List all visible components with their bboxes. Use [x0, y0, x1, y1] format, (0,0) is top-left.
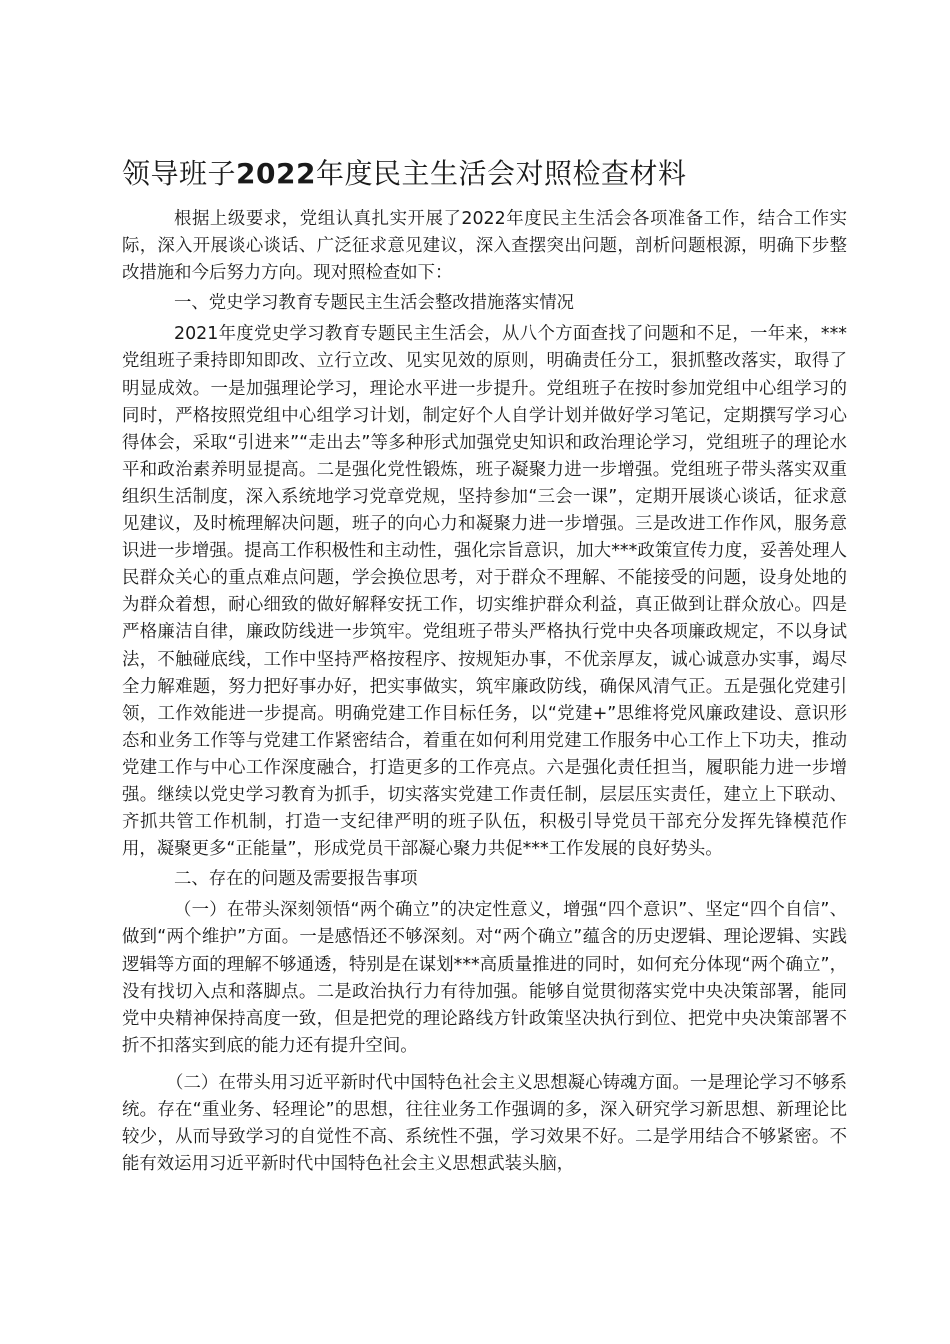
title-suffix: 年度民主生活会对照检查材料: [315, 157, 687, 190]
intro-paragraph: 根据上级要求，党组认真扎实开展了2022年度民主生活会各项准备工作，结合工作实际，深入开展谈心谈话、广泛征求意见建议，深入查摆突出问题，剖析问题根源，明确下步整改措施和今后努力方向。现对照检查如下：: [122, 209, 847, 284]
section1-heading: 一、党史学习教育专题民主生活会整改措施落实情况: [174, 293, 574, 314]
item1-paragraph: （一）在带头深刻领悟“两个确立”的决定性意义，增强“四个意识”、坚定“四个自信”、做到“两个维护”方面。一是感悟还不够深刻。对“两个确立”蕴含的历史逻辑、理论逻辑、实践逻辑等方面的理解不够通透，特别是在谋划***高质量推进的同时，如何充分体现“两个确立”，没有找切入点和落脚点。二是政治执行力有待加强。能够自觉贯彻落实党中央决策部署，能同党中央精神保持高度一致，但是把党的理论路线方针政策坚决执行到位、把党中央决策部署不折不扣落实到底的能力还有提升空间。: [122, 900, 847, 1056]
section1-paragraph: 2021年度党史学习教育专题民主生活会，从八个方面查找了问题和不足，一年来，***党组班子秉持即知即改、立行立改、见实见效的原则，明确责任分工，狠抓整改落实，取得了明显成效。一是加强理论学习，理论水平进一步提升。党组班子在按时参加党组中心组学习的同时，严格按照党组中心组学习计划，制定好个人自学计划并做好学习笔记，定期撰写学习心得体会，采取“引进来”“走出去”等多种形式加强党史知识和政治理论学习，党组班子的理论水平和政治素养明显提高。二是强化党性锻炼，班子凝聚力进一步增强。党组班子带头落实双重组织生活制度，深入系统地学习党章党规，坚持参加“三会一课”，定期开展谈心谈话，征求意见建议，及时梳理解决问题，班子的向心力和凝聚力进一步增强。三是改进工作作风，服务意识进一步增强。提高工作积极性和主动性，强化宗旨意识，加大***政策宣传力度，妥善处理人民群众关心的重点难点问题，学会换位思考，对于群众不理解、不能接受的问题，设身处地的为群众着想，耐心细致的做好解释安抚工作，切实维护群众利益，真正做到让群众放心。四是严格廉洁自律，廉政防线进一步筑牢。党组班子带头严格执行党中央各项廉政规定，不以身试法，不触碰底线，工作中坚持严格按程序、按规矩办事，不优亲厚友，诚心诚意办实事，竭尽全力解难题，努力把好事办好，把实事做实，筑牢廉政防线，确保风清气正。五是强化党建引领，工作效能进一步提高。明确党建工作目标任务，以“党建+”思维将党风廉政建设、意识形态和业务工作等与党建工作紧密结合，着重在如何利用党建工作服务中心工作上下功夫，推动党建工作与中心工作深度融合，打造更多的工作亮点。六是强化责任担当，履职能力进一步增强。继续以党史学习教育为抓手，切实落实党建工作责任制，层层压实责任，建立上下联动、齐抓共管工作机制，打造一支纪律严明的班子队伍，积极引导党员干部充分发挥先锋模范作用，凝聚更多“正能量”，形成党员干部凝心聚力共促***工作发展的良好势头。: [122, 324, 847, 860]
item2-paragraph: （二）在带头用习近平新时代中国特色社会主义思想凝心铸魂方面。一是理论学习不够系统。存在“重业务、轻理论”的思想，往往业务工作强调的多，深入研究学习新思想、新理论比较少，从而导致学习的自觉性不高、系统性不强，学习效果不好。二是学用结合不够紧密。不能有效运用习近平新时代中国特色社会主义思想武装头脑，: [122, 1072, 847, 1175]
section2-heading: 二、存在的问题及需要报告事项: [174, 869, 418, 890]
document-body: [122, 206, 847, 1178]
title-year: 2022: [236, 157, 316, 190]
document-title: [122, 152, 842, 196]
title-prefix: 领导班子: [122, 157, 237, 190]
